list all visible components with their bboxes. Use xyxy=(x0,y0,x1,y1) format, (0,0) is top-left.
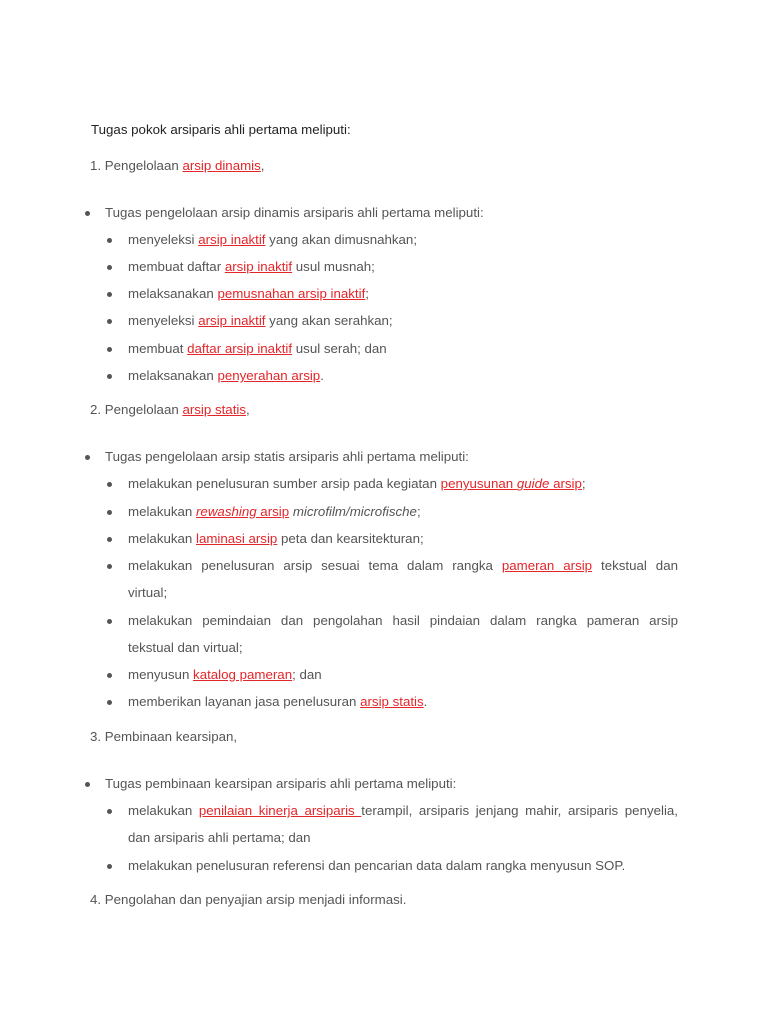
list-item-text: membuat xyxy=(128,341,188,356)
link-arsip-inaktif[interactable]: arsip inaktif xyxy=(224,259,293,274)
bullet-icon xyxy=(85,782,90,787)
section-1-bullet: Tugas pengelolaan arsip dinamis arsiparis ahli pertama meliputi: xyxy=(105,205,484,220)
link-pemusnahan-arsip-inaktif[interactable]: pemusnahan arsip inaktif xyxy=(217,286,366,301)
section-4-heading xyxy=(90,891,406,909)
list-item-text: membuat daftar xyxy=(128,259,225,274)
list-item-text: . xyxy=(423,694,428,709)
list-item-text: melaksanakan xyxy=(128,368,218,383)
link-penilaian-kinerja-arsiparis[interactable]: penilaian kinerja arsiparis xyxy=(198,803,362,818)
list-item-text: yang akan dimusnahkan; xyxy=(265,232,418,247)
section-2-number: 2. xyxy=(90,402,102,417)
section-3-text: Pembinaan kearsipan, xyxy=(104,729,238,744)
list-item xyxy=(128,693,427,711)
bullet-icon xyxy=(107,319,112,324)
bullet-icon xyxy=(107,510,112,515)
list-item-text: melakukan xyxy=(128,504,196,519)
section-2-pre: Pengelolaan xyxy=(104,402,183,417)
link-katalog-pameran[interactable]: katalog pameran xyxy=(193,667,293,682)
list-item xyxy=(128,367,324,385)
list-item: melakukan pemindaian dan pengolahan hasil pindaian dalam rangka pameran arsip xyxy=(128,613,678,628)
bullet-icon xyxy=(107,292,112,297)
section-4-text: Pengolahan dan penyajian arsip menjadi informasi. xyxy=(104,892,407,907)
bullet-icon xyxy=(107,619,112,624)
list-item-text: ; xyxy=(365,286,369,301)
link-rewashing-arsip[interactable] xyxy=(196,504,289,519)
list-item xyxy=(128,340,387,358)
section-3-number: 3. xyxy=(90,729,102,744)
section-1-number: 1. xyxy=(90,158,102,173)
section-1-post: , xyxy=(260,158,265,173)
list-item: melakukan penelusuran referensi dan pencarian data dalam rangka menyusun SOP. xyxy=(128,858,626,873)
list-item xyxy=(128,503,421,521)
bullet-icon xyxy=(107,265,112,270)
list-item-text: usul serah; dan xyxy=(292,341,387,356)
link-daftar-arsip-inaktif[interactable]: daftar arsip inaktif xyxy=(187,341,293,356)
list-item-text: ; xyxy=(416,504,421,519)
list-item xyxy=(128,231,417,249)
link-penyerahan-arsip[interactable]: penyerahan arsip xyxy=(217,368,321,383)
list-item-text: melakukan xyxy=(128,803,199,818)
bullet-icon xyxy=(85,211,90,216)
bullet-icon xyxy=(107,347,112,352)
link-laminasi-arsip[interactable]: laminasi arsip xyxy=(196,531,278,546)
link-text: penyusunan xyxy=(440,476,517,491)
link-arsip-statis[interactable]: arsip statis xyxy=(360,694,424,709)
list-item xyxy=(128,258,375,276)
list-item xyxy=(128,557,678,575)
section-2-heading xyxy=(90,401,250,419)
link-penyusunan-guide-arsip[interactable] xyxy=(441,476,582,491)
section-2-bullet: Tugas pengelolaan arsip statis arsiparis ahli pertama meliputi: xyxy=(105,449,469,464)
bullet-icon xyxy=(85,455,90,460)
link-arsip-inaktif[interactable]: arsip inaktif xyxy=(198,313,266,328)
list-item-text: terampil, arsiparis jenjang mahir, arsiparis penyelia, xyxy=(361,803,679,818)
bullet-icon xyxy=(107,809,112,814)
list-item xyxy=(128,802,678,820)
bullet-icon xyxy=(107,864,112,869)
intro-text: Tugas pokok arsiparis ahli pertama meliputi: xyxy=(91,122,351,137)
link-arsip-statis[interactable]: arsip statis xyxy=(182,402,246,417)
list-item-continuation: tekstual dan virtual; xyxy=(128,640,243,655)
section-4-number: 4. xyxy=(90,892,102,907)
list-item xyxy=(128,285,369,303)
link-text: arsip xyxy=(549,476,582,491)
link-arsip-inaktif[interactable]: arsip inaktif xyxy=(198,232,266,247)
list-item xyxy=(128,666,322,684)
list-item-text: ; xyxy=(581,476,586,491)
list-item-text: peta dan kearsitekturan; xyxy=(277,531,424,546)
list-item-text: melaksanakan xyxy=(128,286,218,301)
section-1-pre: Pengelolaan xyxy=(104,158,183,173)
list-item xyxy=(128,530,424,548)
link-arsip-dinamis[interactable]: arsip dinamis xyxy=(182,158,261,173)
bullet-icon xyxy=(107,374,112,379)
bullet-icon xyxy=(107,238,112,243)
bullet-icon xyxy=(107,482,112,487)
list-item-text: melakukan xyxy=(128,531,196,546)
list-item-text: usul musnah; xyxy=(292,259,375,274)
list-item-text: . xyxy=(320,368,324,383)
list-item-text: menyusun xyxy=(128,667,194,682)
list-item-continuation: dan arsiparis ahli pertama; dan xyxy=(128,830,311,845)
list-item-text: menyeleksi xyxy=(128,232,199,247)
list-item-text: tekstual dan xyxy=(592,558,678,573)
link-pameran-arsip[interactable]: pameran arsip xyxy=(501,558,593,573)
bullet-icon xyxy=(107,537,112,542)
list-item-text: ; dan xyxy=(292,667,322,682)
section-3-bullet: Tugas pembinaan kearsipan arsiparis ahli pertama meliputi: xyxy=(105,776,457,791)
link-text: arsip xyxy=(256,504,290,519)
section-3-heading xyxy=(90,728,237,746)
link-text-italic: guide xyxy=(516,476,550,491)
bullet-icon xyxy=(107,564,112,569)
section-2-post: , xyxy=(246,402,250,417)
list-item-text: melakukan penelusuran arsip sesuai tema dalam rangka xyxy=(128,558,502,573)
list-item-text: yang akan serahkan; xyxy=(265,313,393,328)
link-text-italic: rewashing xyxy=(196,504,257,519)
bullet-icon xyxy=(107,700,112,705)
list-item-text: memberikan layanan jasa penelusuran xyxy=(128,694,361,709)
list-item-text: menyeleksi xyxy=(128,313,199,328)
list-item xyxy=(128,312,393,330)
list-item xyxy=(128,475,586,493)
list-item-continuation: virtual; xyxy=(128,585,168,600)
list-item-text: melakukan penelusuran sumber arsip pada kegiatan xyxy=(128,476,441,491)
bullet-icon xyxy=(107,673,112,678)
section-1-heading xyxy=(90,157,264,175)
list-item-text-italic: microfilm/microfische xyxy=(292,504,417,519)
